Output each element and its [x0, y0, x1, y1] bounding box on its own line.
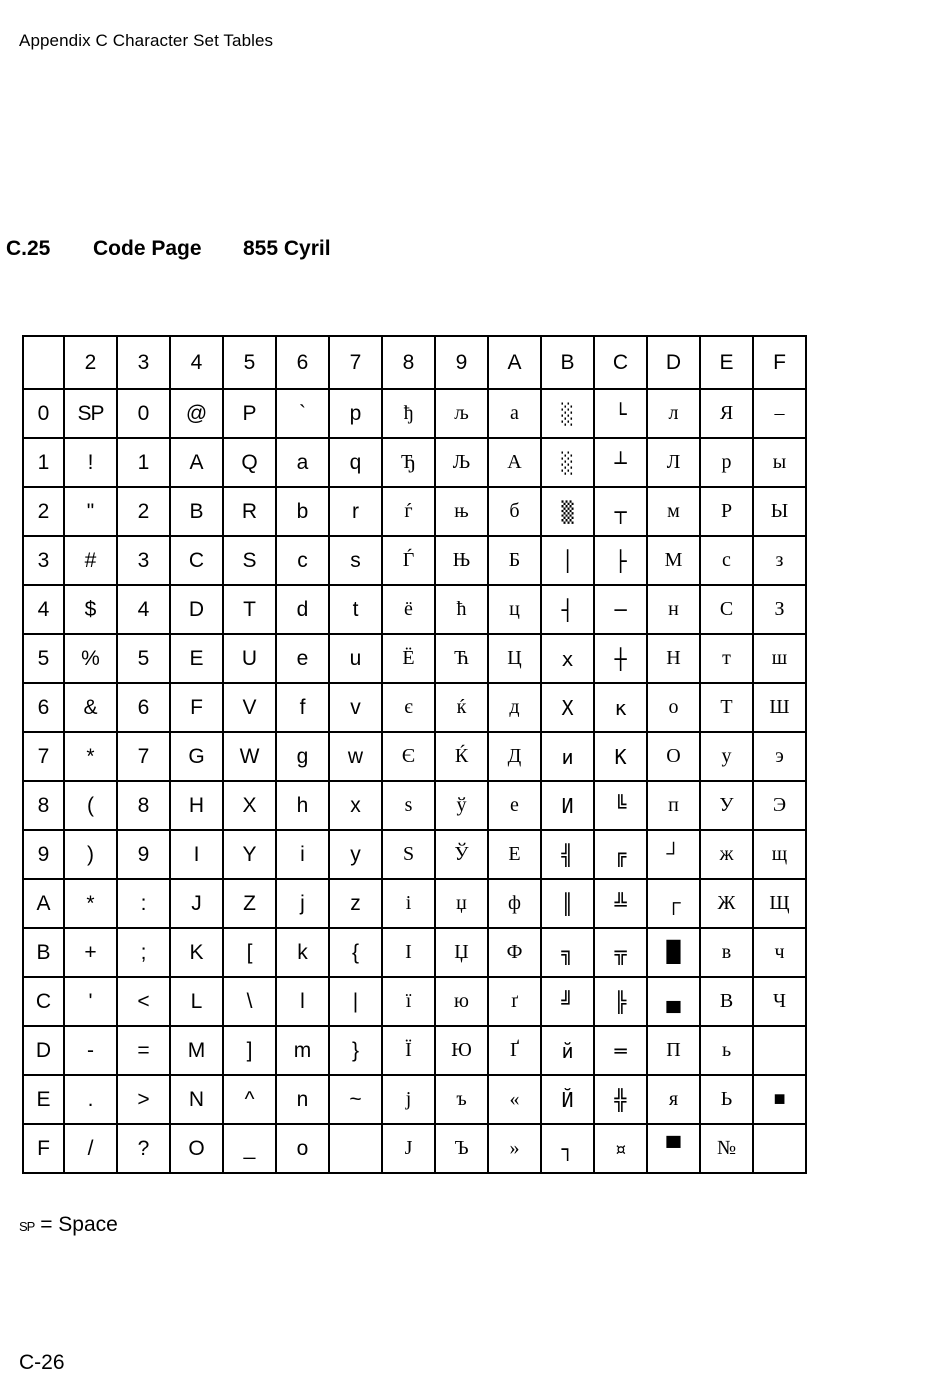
char-cell: ђ: [382, 389, 435, 438]
row-header: D: [23, 1026, 64, 1075]
char-cell: Ў: [435, 830, 488, 879]
char-cell: Ж: [700, 879, 753, 928]
char-cell: ▄: [647, 977, 700, 1026]
char-cell: Ь: [700, 1075, 753, 1124]
row-header: 1: [23, 438, 64, 487]
char-cell: ю: [435, 977, 488, 1026]
char-cell: Ј: [382, 1124, 435, 1173]
char-cell: >: [117, 1075, 170, 1124]
char-cell: 3: [117, 536, 170, 585]
char-cell: ║: [541, 879, 594, 928]
column-header: 4: [170, 336, 223, 389]
char-cell: э: [753, 732, 806, 781]
char-cell: v: [329, 683, 382, 732]
char-cell: t: [329, 585, 382, 634]
table-row: [23, 732, 806, 781]
char-cell: ╗: [541, 928, 594, 977]
char-cell: W: [223, 732, 276, 781]
char-cell: и: [541, 732, 594, 781]
char-cell: Ф: [488, 928, 541, 977]
char-cell: ѓ: [382, 487, 435, 536]
corner-cell: [23, 336, 64, 389]
table-row: [23, 928, 806, 977]
column-header: 2: [64, 336, 117, 389]
char-cell: l: [276, 977, 329, 1026]
char-cell: ж: [700, 830, 753, 879]
char-cell: c: [276, 536, 329, 585]
char-cell: `: [276, 389, 329, 438]
char-cell: Д: [488, 732, 541, 781]
char-cell: g: [276, 732, 329, 781]
char-cell: [753, 1124, 806, 1173]
char-cell: @: [170, 389, 223, 438]
char-cell: Z: [223, 879, 276, 928]
char-cell: D: [170, 585, 223, 634]
char-cell: N: [170, 1075, 223, 1124]
char-cell: █: [647, 928, 700, 977]
char-cell: Ъ: [435, 1124, 488, 1173]
char-cell: ґ: [488, 977, 541, 1026]
char-cell: х: [541, 634, 594, 683]
char-cell: М: [647, 536, 700, 585]
char-cell: G: [170, 732, 223, 781]
char-cell: m: [276, 1026, 329, 1075]
column-header: A: [488, 336, 541, 389]
char-cell: 2: [117, 487, 170, 536]
space-symbol: SP: [19, 1219, 35, 1234]
char-cell: P: [223, 389, 276, 438]
char-cell: q: [329, 438, 382, 487]
char-cell: а: [488, 389, 541, 438]
row-header: C: [23, 977, 64, 1026]
char-cell: J: [170, 879, 223, 928]
char-cell: ш: [753, 634, 806, 683]
char-cell: }: [329, 1026, 382, 1075]
char-cell: (: [64, 781, 117, 830]
char-cell: ц: [488, 585, 541, 634]
char-cell: A: [170, 438, 223, 487]
page-number: C-26: [19, 1351, 65, 1374]
char-cell: д: [488, 683, 541, 732]
column-header: 9: [435, 336, 488, 389]
char-cell: ъ: [435, 1075, 488, 1124]
char-cell: є: [382, 683, 435, 732]
char-cell: \: [223, 977, 276, 1026]
char-cell: r: [329, 487, 382, 536]
char-cell: Щ: [753, 879, 806, 928]
char-cell: ќ: [435, 683, 488, 732]
char-cell: ]: [223, 1026, 276, 1075]
char-cell: я: [647, 1075, 700, 1124]
char-cell: Й: [541, 1075, 594, 1124]
char-cell: |: [329, 977, 382, 1026]
char-cell: M: [170, 1026, 223, 1075]
row-header: 0: [23, 389, 64, 438]
char-cell: б: [488, 487, 541, 536]
char-cell: І: [382, 928, 435, 977]
char-cell: ╝: [541, 977, 594, 1026]
char-cell: Y: [223, 830, 276, 879]
char-cell: ┴: [594, 438, 647, 487]
section-title-part1: Code Page: [93, 237, 202, 260]
column-header: E: [700, 336, 753, 389]
char-cell: ╚: [594, 781, 647, 830]
char-cell: z: [329, 879, 382, 928]
char-cell: ┤: [541, 585, 594, 634]
table-row: [23, 830, 806, 879]
row-header: B: [23, 928, 64, 977]
char-cell: Ё: [382, 634, 435, 683]
char-cell: ░: [541, 438, 594, 487]
char-cell: Ђ: [382, 438, 435, 487]
char-cell: ~: [329, 1075, 382, 1124]
char-cell: b: [276, 487, 329, 536]
char-cell: А: [488, 438, 541, 487]
char-cell: x: [329, 781, 382, 830]
char-cell: [: [223, 928, 276, 977]
char-cell: O: [170, 1124, 223, 1173]
char-cell: №: [700, 1124, 753, 1173]
char-cell: C: [170, 536, 223, 585]
char-cell: т: [700, 634, 753, 683]
char-cell: e: [276, 634, 329, 683]
char-cell: ё: [382, 585, 435, 634]
char-cell: Ї: [382, 1026, 435, 1075]
char-cell: ;: [117, 928, 170, 977]
char-cell: ╔: [594, 830, 647, 879]
table-row: [23, 634, 806, 683]
table-row: [23, 1075, 806, 1124]
char-cell: u: [329, 634, 382, 683]
row-header: A: [23, 879, 64, 928]
char-cell: Ѕ: [382, 830, 435, 879]
char-cell: T: [223, 585, 276, 634]
table-row: [23, 977, 806, 1026]
char-cell: З: [753, 585, 806, 634]
section-number: C.25: [6, 237, 51, 260]
char-cell: В: [700, 977, 753, 1026]
char-cell: о: [647, 683, 700, 732]
char-cell: Л: [647, 438, 700, 487]
table-row: [23, 1026, 806, 1075]
char-cell: d: [276, 585, 329, 634]
char-cell: w: [329, 732, 382, 781]
char-cell: ▒: [541, 487, 594, 536]
char-cell: ■: [753, 1075, 806, 1124]
row-header: 9: [23, 830, 64, 879]
char-cell: И: [541, 781, 594, 830]
char-cell: /: [64, 1124, 117, 1173]
char-cell: Ц: [488, 634, 541, 683]
char-cell: .: [64, 1075, 117, 1124]
char-cell: ┐: [541, 1124, 594, 1173]
char-cell: ╩: [594, 879, 647, 928]
char-cell: м: [647, 487, 700, 536]
column-header: 3: [117, 336, 170, 389]
char-cell: a: [276, 438, 329, 487]
row-header: 8: [23, 781, 64, 830]
char-cell: з: [753, 536, 806, 585]
char-cell: п: [647, 781, 700, 830]
char-cell: ї: [382, 977, 435, 1026]
char-cell: –: [753, 389, 806, 438]
char-cell: Х: [541, 683, 594, 732]
char-cell: *: [64, 879, 117, 928]
char-cell: └: [594, 389, 647, 438]
char-cell: к: [594, 683, 647, 732]
char-cell: К: [594, 732, 647, 781]
char-cell: Т: [700, 683, 753, 732]
char-cell: Ќ: [435, 732, 488, 781]
char-cell: !: [64, 438, 117, 487]
char-cell: %: [64, 634, 117, 683]
char-cell: {: [329, 928, 382, 977]
char-cell: ў: [435, 781, 488, 830]
char-cell: *: [64, 732, 117, 781]
char-cell: Я: [700, 389, 753, 438]
char-cell: o: [276, 1124, 329, 1173]
char-cell: V: [223, 683, 276, 732]
char-cell: j: [276, 879, 329, 928]
char-cell: ▀: [647, 1124, 700, 1173]
char-cell: Џ: [435, 928, 488, 977]
char-cell: H: [170, 781, 223, 830]
running-header: Appendix C Character Set Tables: [19, 31, 274, 50]
char-cell: Ћ: [435, 634, 488, 683]
char-cell: ћ: [435, 585, 488, 634]
char-cell: &: [64, 683, 117, 732]
char-cell: ы: [753, 438, 806, 487]
char-cell: 4: [117, 585, 170, 634]
table-row: [23, 389, 806, 438]
legend-text: = Space: [40, 1213, 118, 1236]
char-cell: Q: [223, 438, 276, 487]
char-cell: 6: [117, 683, 170, 732]
char-cell: »: [488, 1124, 541, 1173]
char-cell: й: [541, 1026, 594, 1075]
char-cell: f: [276, 683, 329, 732]
table-row: [23, 1124, 806, 1173]
char-cell: Њ: [435, 536, 488, 585]
char-cell: с: [700, 536, 753, 585]
table-row: [23, 585, 806, 634]
char-cell: ": [64, 487, 117, 536]
char-cell: h: [276, 781, 329, 830]
char-cell: њ: [435, 487, 488, 536]
char-cell: ╣: [541, 830, 594, 879]
table-row: [23, 781, 806, 830]
char-cell: ┬: [594, 487, 647, 536]
char-cell: y: [329, 830, 382, 879]
char-cell: ┼: [594, 634, 647, 683]
char-cell: н: [647, 585, 700, 634]
char-cell: О: [647, 732, 700, 781]
char-cell: щ: [753, 830, 806, 879]
char-cell: ): [64, 830, 117, 879]
column-header: C: [594, 336, 647, 389]
column-header: 6: [276, 336, 329, 389]
char-cell: Н: [647, 634, 700, 683]
char-cell: і: [382, 879, 435, 928]
row-header: 3: [23, 536, 64, 585]
char-cell: 8: [117, 781, 170, 830]
char-cell: [329, 1124, 382, 1173]
char-cell: Ы: [753, 487, 806, 536]
char-cell: 5: [117, 634, 170, 683]
char-cell: Р: [700, 487, 753, 536]
char-cell: ╠: [594, 977, 647, 1026]
table-row: [23, 438, 806, 487]
row-header: 7: [23, 732, 64, 781]
char-cell: Ш: [753, 683, 806, 732]
char-cell: <: [117, 977, 170, 1026]
char-cell: p: [329, 389, 382, 438]
char-cell: ┘: [647, 830, 700, 879]
char-cell: :: [117, 879, 170, 928]
char-cell: Ѓ: [382, 536, 435, 585]
char-cell: $: [64, 585, 117, 634]
char-cell: ├: [594, 536, 647, 585]
char-cell: ф: [488, 879, 541, 928]
column-header: 8: [382, 336, 435, 389]
row-header: 6: [23, 683, 64, 732]
char-cell: ─: [594, 585, 647, 634]
char-cell: ': [64, 977, 117, 1026]
column-header: D: [647, 336, 700, 389]
char-cell: ╦: [594, 928, 647, 977]
char-cell: =: [117, 1026, 170, 1075]
char-cell: E: [170, 634, 223, 683]
char-cell: П: [647, 1026, 700, 1075]
char-cell: L: [170, 977, 223, 1026]
table-row: [23, 683, 806, 732]
char-cell: SP: [64, 389, 117, 438]
char-cell: _: [223, 1124, 276, 1173]
char-cell: Ч: [753, 977, 806, 1026]
char-cell: #: [64, 536, 117, 585]
char-cell: ^: [223, 1075, 276, 1124]
table-row: [23, 536, 806, 585]
char-cell: s: [329, 536, 382, 585]
char-cell: 1: [117, 438, 170, 487]
char-cell: ј: [382, 1075, 435, 1124]
char-cell: [753, 1026, 806, 1075]
row-header: 5: [23, 634, 64, 683]
char-cell: ч: [753, 928, 806, 977]
section-title-part2: 855 Cyril: [243, 237, 331, 260]
char-cell: р: [700, 438, 753, 487]
char-cell: љ: [435, 389, 488, 438]
char-cell: R: [223, 487, 276, 536]
char-cell: I: [170, 830, 223, 879]
char-cell: 9: [117, 830, 170, 879]
row-header: F: [23, 1124, 64, 1173]
char-cell: ¤: [594, 1124, 647, 1173]
char-cell: е: [488, 781, 541, 830]
char-cell: Ґ: [488, 1026, 541, 1075]
char-cell: U: [223, 634, 276, 683]
char-cell: B: [170, 487, 223, 536]
char-cell: џ: [435, 879, 488, 928]
char-cell: ░: [541, 389, 594, 438]
char-cell: ь: [700, 1026, 753, 1075]
char-cell: ?: [117, 1124, 170, 1173]
char-cell: │: [541, 536, 594, 585]
row-header: E: [23, 1075, 64, 1124]
char-cell: Љ: [435, 438, 488, 487]
char-cell: S: [223, 536, 276, 585]
char-cell: «: [488, 1075, 541, 1124]
char-cell: F: [170, 683, 223, 732]
column-header-row: [23, 336, 806, 389]
row-header: 4: [23, 585, 64, 634]
char-cell: ╬: [594, 1075, 647, 1124]
char-cell: С: [700, 585, 753, 634]
char-cell: Ю: [435, 1026, 488, 1075]
char-cell: л: [647, 389, 700, 438]
char-cell: ═: [594, 1026, 647, 1075]
char-cell: 7: [117, 732, 170, 781]
char-cell: n: [276, 1075, 329, 1124]
char-cell: Б: [488, 536, 541, 585]
char-cell: k: [276, 928, 329, 977]
char-cell: K: [170, 928, 223, 977]
legend: [19, 1213, 118, 1237]
char-cell: у: [700, 732, 753, 781]
column-header: 5: [223, 336, 276, 389]
char-cell: Э: [753, 781, 806, 830]
char-cell: X: [223, 781, 276, 830]
char-cell: +: [64, 928, 117, 977]
column-header: 7: [329, 336, 382, 389]
char-cell: Е: [488, 830, 541, 879]
table-row: [23, 879, 806, 928]
char-cell: i: [276, 830, 329, 879]
char-cell: -: [64, 1026, 117, 1075]
char-cell: ѕ: [382, 781, 435, 830]
column-header: B: [541, 336, 594, 389]
char-cell: Є: [382, 732, 435, 781]
char-cell: ┌: [647, 879, 700, 928]
character-set-table: [22, 335, 807, 1174]
char-cell: У: [700, 781, 753, 830]
table-row: [23, 487, 806, 536]
char-cell: в: [700, 928, 753, 977]
column-header: F: [753, 336, 806, 389]
row-header: 2: [23, 487, 64, 536]
char-cell: 0: [117, 389, 170, 438]
